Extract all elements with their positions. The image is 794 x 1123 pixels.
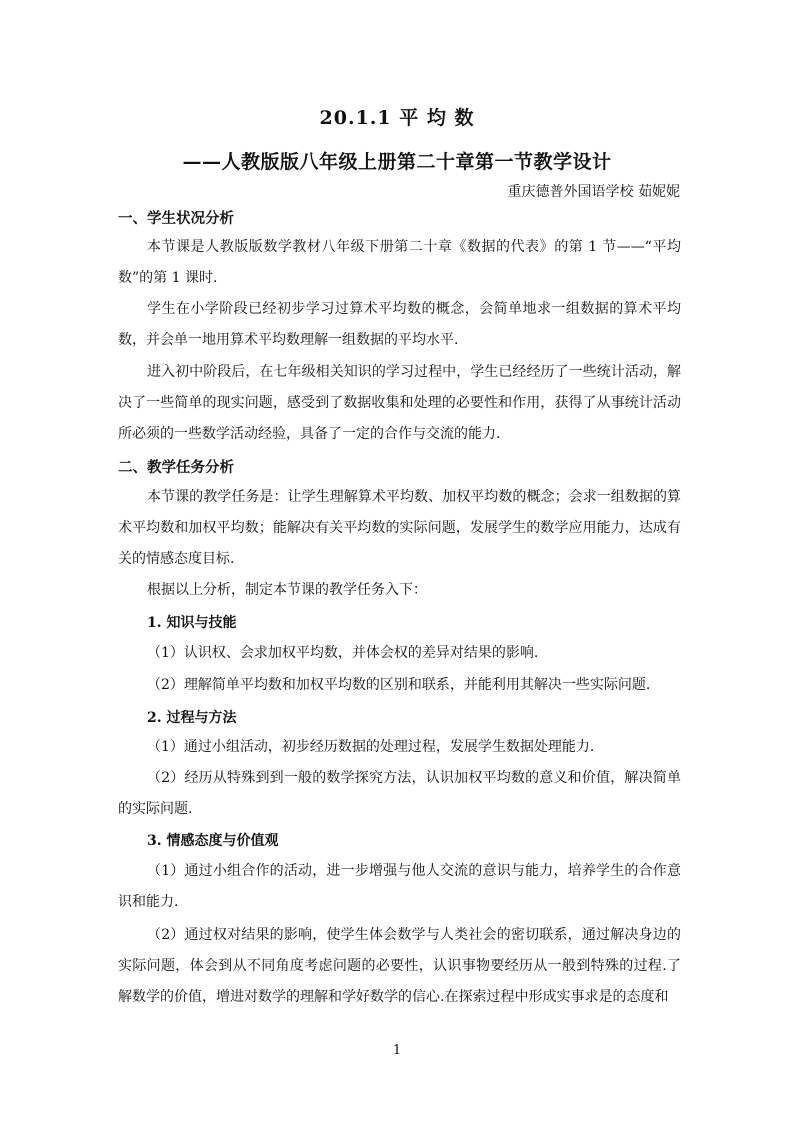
- paragraph: 本节课的教学任务是：让学生理解算术平均数、加权平均数的概念；会求一组数据的算术平均数和加权平均数；能解决有关平均数的实际问题，发展学生的数学应用能力，达成有关的情感态度目标.: [118, 489, 681, 567]
- section-heading-task-analysis: 二、教学任务分析: [118, 459, 234, 476]
- document-subtitle: ——人教版版八年级上册第二十章第一节教学设计: [182, 151, 612, 173]
- page-number: 1: [392, 1043, 402, 1058]
- list-item: （2）理解简单平均数和加权平均数的区别和联系，并能利用其解决一些实际问题.: [147, 677, 651, 693]
- list-item: （1）通过小组活动，初步经历数据的处理过程，发展学生数据处理能力.: [147, 739, 595, 755]
- subheading-knowledge-skills: 1. 知识与技能: [147, 615, 237, 631]
- list-item: （2）通过权对结果的影响，使学生体会数学与人类社会的密切联系，通过解决身边的实际问题，体会到从不同角度考虑问题的必要性，认识事物要经历从一般到特殊的过程.了解数学的价值，增进对数学的理解和学好数学的信心.在探索过程中形成实事求是的态度和: [118, 927, 681, 1005]
- paragraph: 进入初中阶段后，在七年级相关知识的学习过程中，学生已经经历了一些统计活动，解决了一些简单的现实问题，感受到了数据收集和处理的必要性和作用，获得了从事统计活动所必须的一些数学活动经验，具备了一定的合作与交流的能力.: [118, 364, 681, 442]
- list-item: （1）认识权、会求加权平均数，并体会权的差异对结果的影响.: [147, 645, 539, 661]
- list-item: （1）通过小组合作的活动，进一步增强与他人交流的意识与能力，培养学生的合作意识和能力.: [118, 863, 681, 910]
- subheading-emotion-values: 3. 情感态度与价值观: [147, 833, 279, 849]
- paragraph: 根据以上分析，制定本节课的教学任务入下：: [147, 582, 427, 598]
- document-title: 20.1.1 平 均 数: [319, 107, 475, 129]
- paragraph: 学生在小学阶段已经初步学习过算术平均数的概念，会简单地求一组数据的算术平均数，并会单一地用算术平均数理解一组数据的平均水平.: [118, 301, 681, 348]
- subheading-process-method: 2. 过程与方法: [147, 710, 237, 726]
- author-line: 重庆德普外国语学校 茹妮妮: [507, 184, 680, 200]
- paragraph: 本节课是人教版版数学教材八年级下册第二十章《数据的代表》的第 1 节——“平均数”的第 1 课时.: [118, 239, 681, 286]
- list-item: （2）经历从特殊到到一般的数学探究方法，认识加权平均数的意义和价值，解决简单的实际问题.: [118, 770, 681, 817]
- section-heading-student-analysis: 一、学生状况分析: [118, 210, 234, 227]
